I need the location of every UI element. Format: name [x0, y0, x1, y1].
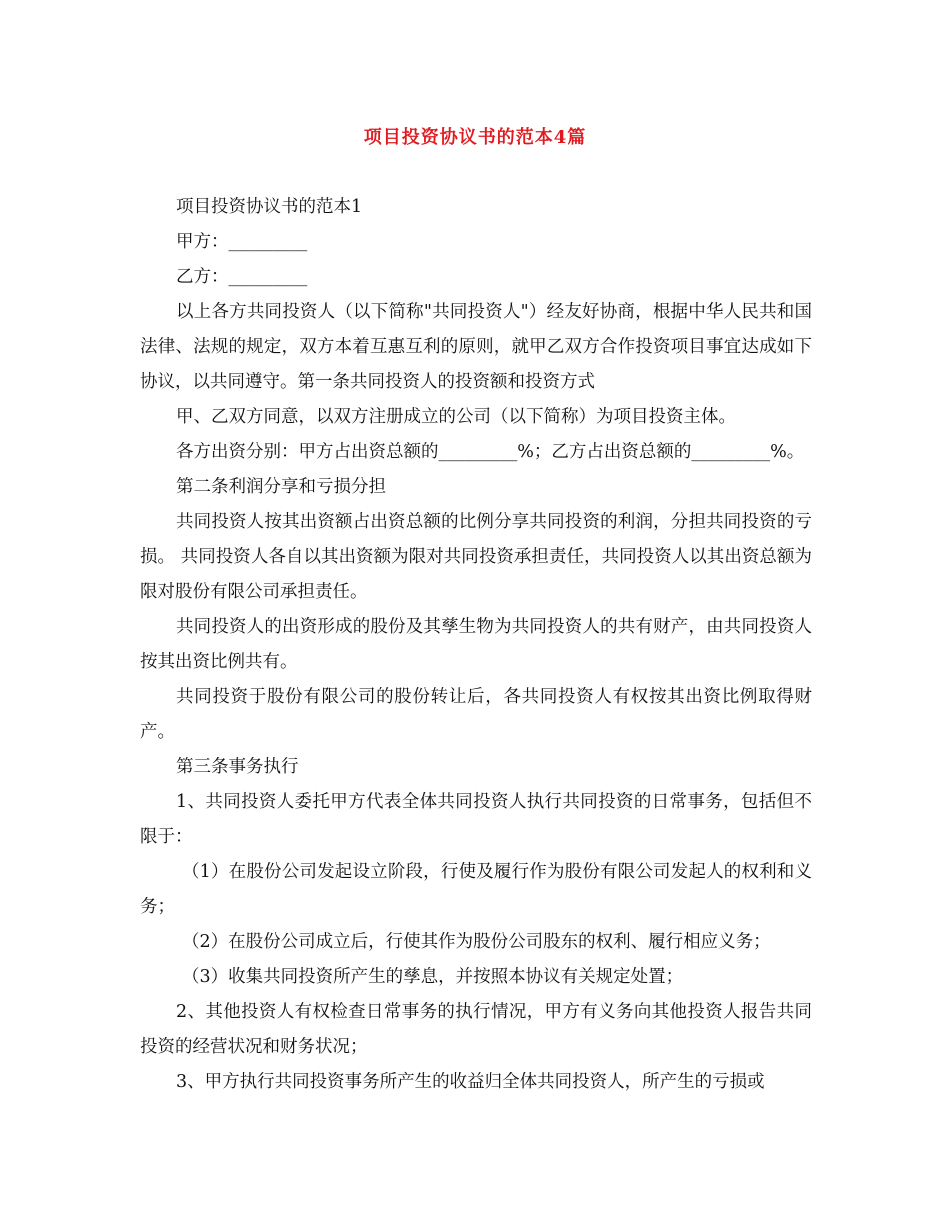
body-paragraph: 各方出资分别：甲方占出资总额的_________%；乙方占出资总额的_________%。	[176, 442, 805, 462]
body-paragraph: 甲、乙双方同意，以双方注册成立的公司（以下简称）为项目投资主体。	[176, 407, 736, 427]
body-paragraph: 共同投资人按其出资额占出资总额的比例分享共同投资的利润，分担共同投资的亏损。 共同投资人各自以其出资额为限对共同投资承担责任，共同投资人以其出资总额为限对股份有限公司承担责任。	[140, 512, 812, 602]
body-paragraph: 1、共同投资人委托甲方代表全体共同投资人执行共同投资的日常事务，包括但不限于：	[140, 792, 812, 847]
body-paragraph: 共同投资于股份有限公司的股份转让后，各共同投资人有权按其出资比例取得财产。	[140, 687, 812, 742]
article-heading: 第三条事务执行	[176, 757, 299, 777]
list-item: （2）在股份公司成立后，行使其作为股份公司股东的权利、履行相应义务；	[182, 932, 771, 952]
document-body	[140, 190, 812, 1100]
section-heading: 项目投资协议书的范本1	[176, 197, 363, 217]
body-paragraph: 共同投资人的出资形成的股份及其孳生物为共同投资人的共有财产，由共同投资人按其出资比例共有。	[140, 617, 812, 672]
list-item: （1）在股份公司发起设立阶段，行使及履行作为股份有限公司发起人的权利和义务；	[140, 862, 812, 917]
body-paragraph: 以上各方共同投资人（以下简称"共同投资人"）经友好协商，根据中华人民共和国法律、法规的规定，双方本着互惠互利的原则，就甲乙双方合作投资项目事宜达成如下协议，以共同遵守。第一条共同投资人的投资额和投资方式	[140, 302, 812, 392]
body-paragraph: 2、其他投资人有权检查日常事务的执行情况，甲方有义务向其他投资人报告共同投资的经营状况和财务状况；	[140, 1002, 812, 1057]
party-a-line: 甲方：_________	[176, 232, 308, 252]
party-b-line: 乙方：_________	[176, 267, 308, 287]
body-paragraph: 3、甲方执行共同投资事务所产生的收益归全体共同投资人，所产生的亏损或	[176, 1072, 765, 1092]
list-item: （3）收集共同投资所产生的孳息，并按照本协议有关规定处置；	[182, 967, 684, 987]
document-title: 项目投资协议书的范本4篇	[363, 127, 587, 148]
article-heading: 第二条利润分享和亏损分担	[176, 477, 386, 497]
